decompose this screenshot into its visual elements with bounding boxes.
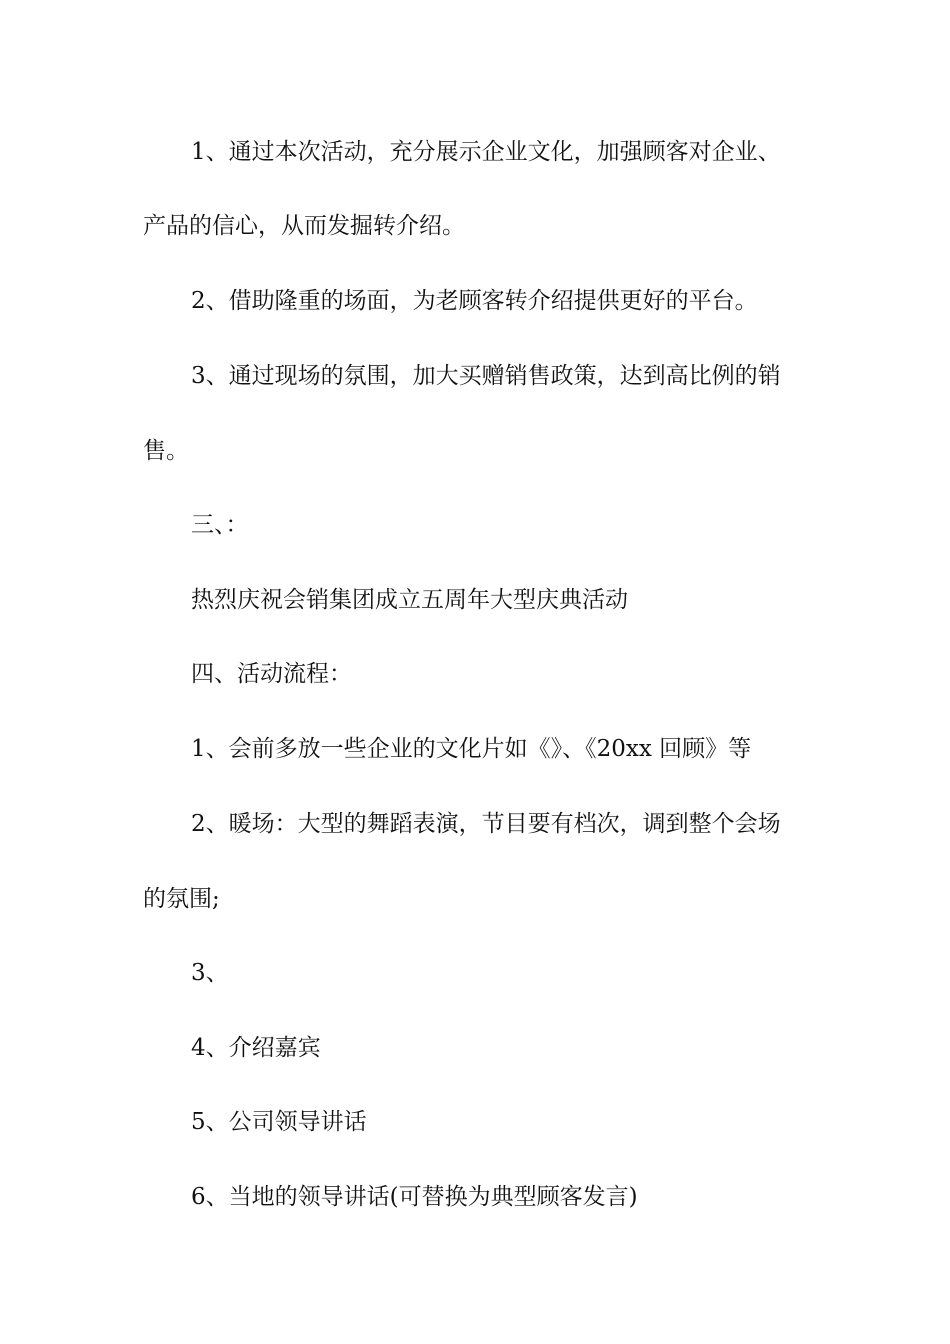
paragraph-line-5: 售。 (143, 438, 189, 464)
flow-item-3: 3、 (191, 960, 229, 986)
paragraph-line-1: 1、通过本次活动，充分展示企业文化，加强顾客对企业、 (191, 139, 781, 165)
event-title: 热烈庆祝会销集团成立五周年大型庆典活动 (191, 587, 628, 613)
flow-item-4: 4、介绍嘉宾 (191, 1035, 321, 1061)
paragraph-line-3: 2、借助隆重的场面，为老顾客转介绍提供更好的平台。 (191, 288, 758, 314)
flow-item-6: 6、当地的领导讲话(可替换为典型顾客发言) (191, 1184, 638, 1210)
flow-item-2: 2、暖场：大型的舞蹈表演，节目要有档次，调到整个会场 (191, 811, 781, 837)
flow-item-1: 1、会前多放一些企业的文化片如《》、《20xx 回顾》等 (191, 736, 752, 762)
flow-item-5: 5、公司领导讲话 (191, 1109, 367, 1135)
paragraph-line-2: 产品的信心，从而发掘转介绍。 (143, 213, 465, 239)
flow-item-2-cont: 的氛围; (143, 886, 220, 912)
paragraph-line-4: 3、通过现场的氛围，加大买赠销售政策，达到高比例的销 (191, 363, 781, 389)
section-heading-3: 三、： (191, 512, 249, 538)
section-heading-4: 四、活动流程： (191, 661, 352, 687)
